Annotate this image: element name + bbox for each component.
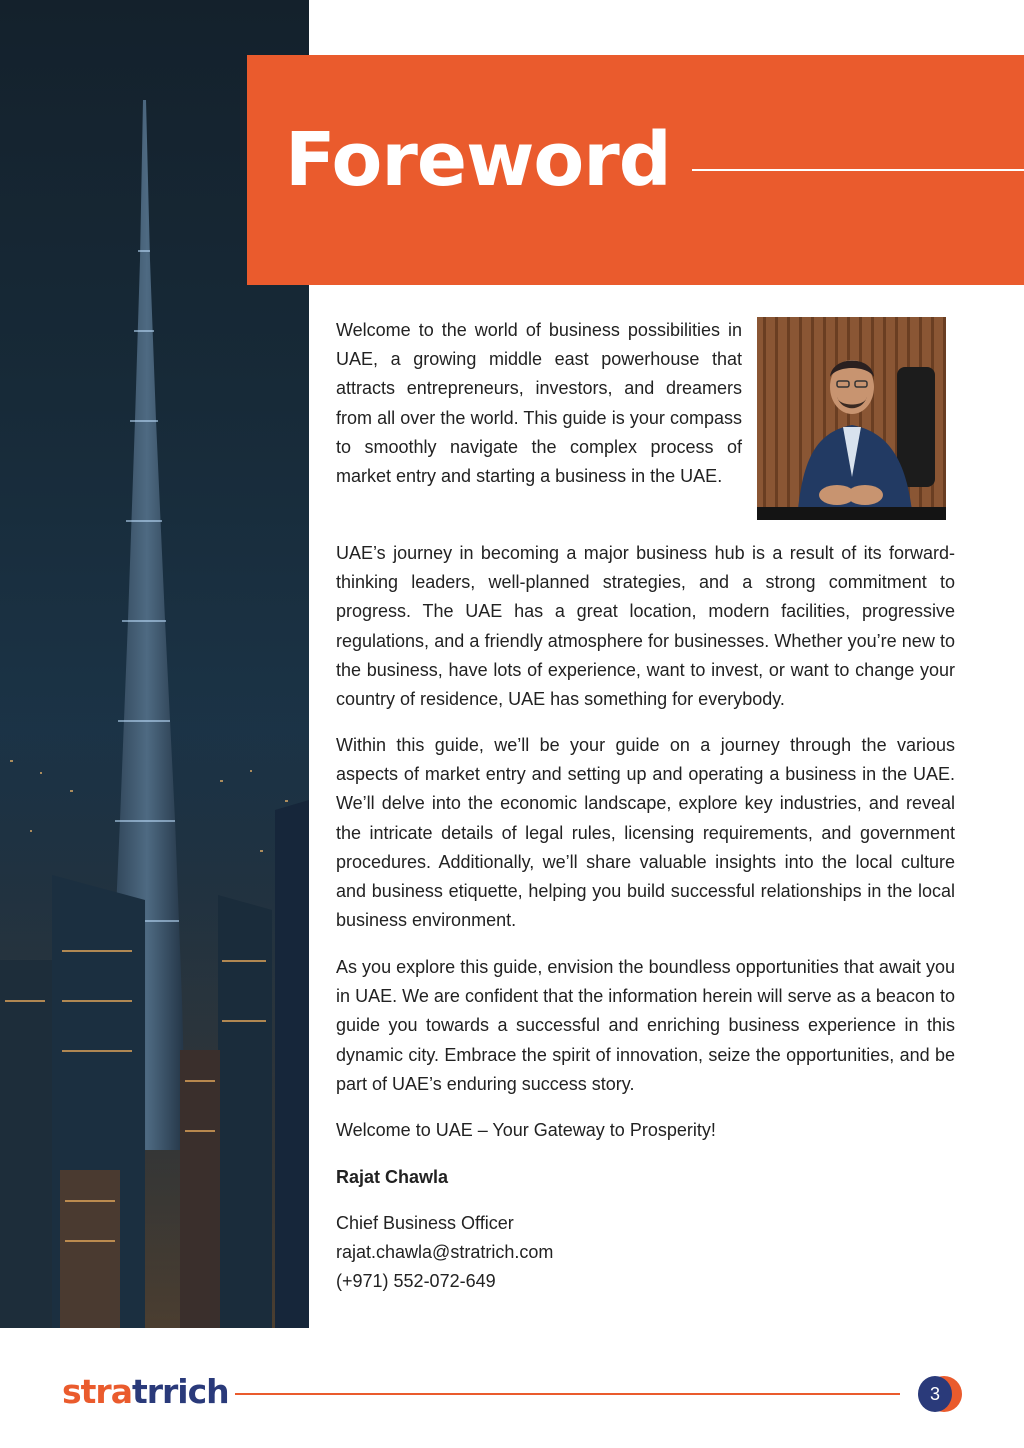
stratrich-logo [62, 1372, 229, 1412]
portrait-photo [757, 317, 946, 520]
guide-paragraph: Within this guide, we’ll be your guide on a journey through the various aspects of market entry and setting up and operating a business in the UAE. We’ll delve into the economic landscape, explore key industries, and reveal the intricate details of legal rules, licensing requirements, and government procedures. Additionally, we’ll share valuable insights into the local culture and business etiquette, helping you build successful relationships in the local business environment. [336, 735, 955, 931]
logo-part-3: rich [162, 1372, 229, 1411]
logo-part-1: stra [62, 1372, 132, 1411]
welcome-line: Welcome to UAE – Your Gateway to Prosperity! [336, 1120, 716, 1140]
page-number: 3 [918, 1376, 952, 1412]
signature-phone: (+971) 552-072-649 [336, 1271, 496, 1292]
intro-paragraph: Welcome to the world of business possibilities in UAE, a growing middle east powerhouse that attracts entrepreneurs, investors, and dreamers from all over the world. This guide is your compass to smoothly navigate the complex process of market entry and starting a business in the UAE. [336, 320, 742, 487]
header-band [247, 55, 1024, 285]
header-divider [692, 169, 1024, 171]
explore-paragraph: As you explore this guide, envision the boundless opportunities that await you in UAE. We are confident that the information herein will serve as a beacon to guide you towards a successful and enriching business experience in this dynamic city. Embrace the spirit of innovation, seize the opportunities, and be part of UAE’s enduring success story. [336, 957, 955, 1094]
signature-email[interactable]: rajat.chawla@stratrich.com [336, 1242, 554, 1263]
signature-contact [336, 1209, 553, 1297]
logo-part-2: tr [131, 1372, 163, 1411]
page-title: Foreword [285, 117, 671, 203]
footer-divider [235, 1393, 900, 1395]
journey-paragraph: UAE’s journey in becoming a major business hub is a result of its forward-thinking leaders, well-planned strategies, and a strong commitment to progress. The UAE has a great location, modern facilities, progressive regulations, and a friendly atmosphere for businesses. Whether you’re new to the business, have lots of experience, want to invest, or want to change your country of residence, UAE has something for everybody. [336, 543, 955, 710]
signature-name: Rajat Chawla [336, 1167, 449, 1187]
signature-role: Chief Business Officer [336, 1213, 514, 1233]
page-number-badge [918, 1376, 964, 1412]
